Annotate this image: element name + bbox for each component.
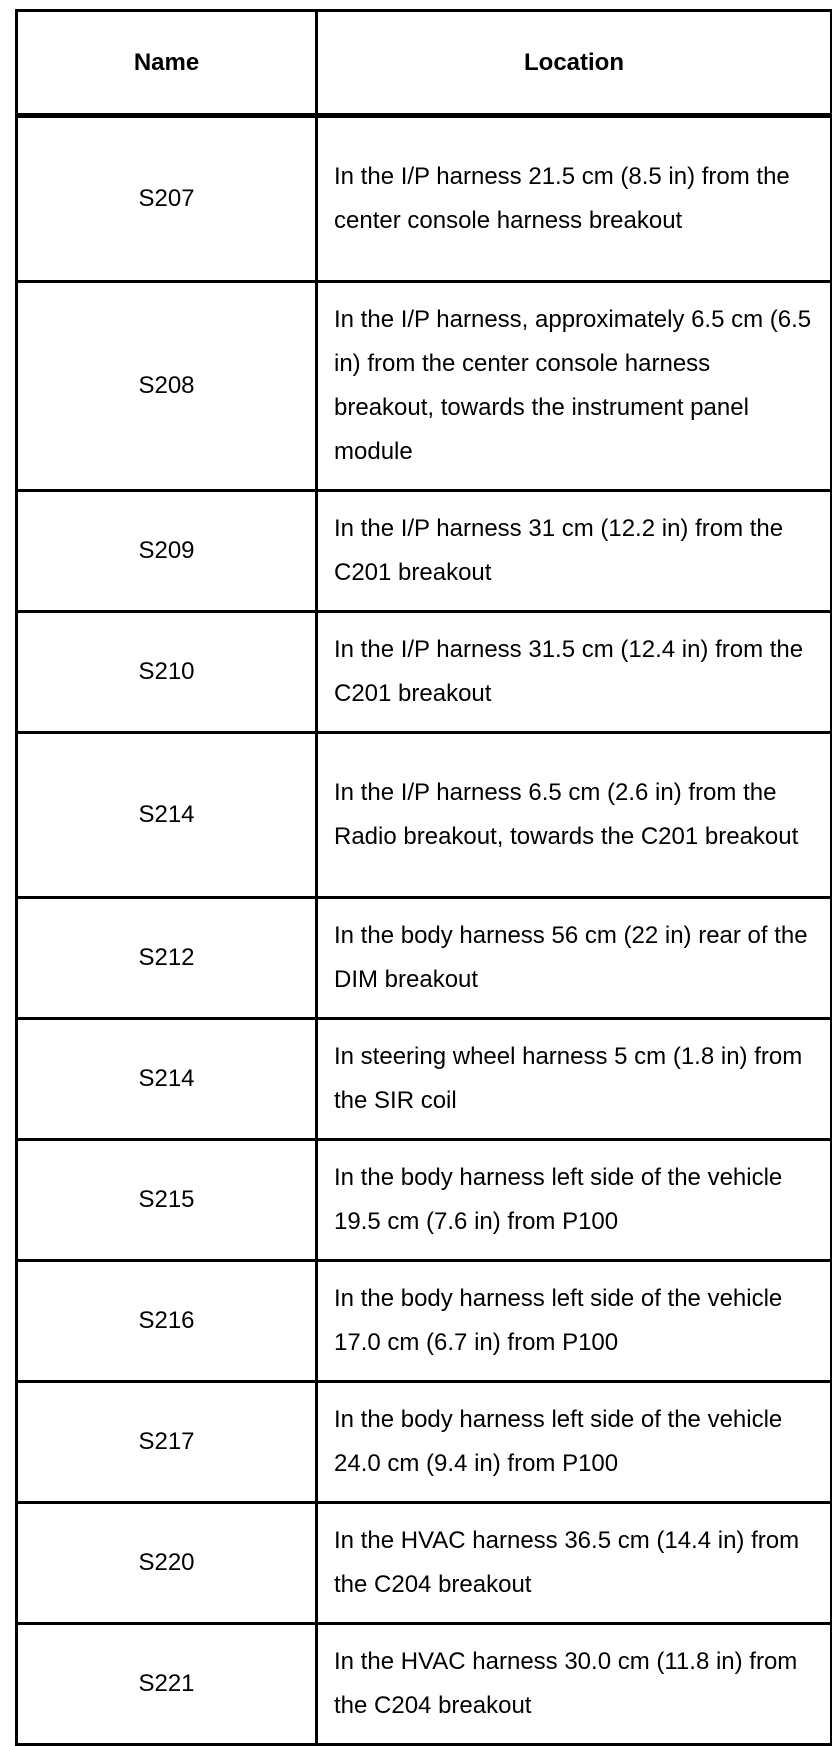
splice-name-cell: S207 — [17, 116, 317, 282]
table-row — [17, 1140, 832, 1261]
table-row — [17, 1019, 832, 1140]
splice-name-cell: S215 — [17, 1140, 317, 1261]
table-header-row — [17, 11, 832, 116]
splice-name-cell: S214 — [17, 733, 317, 898]
table-row — [17, 1624, 832, 1745]
splice-location-cell: In the body harness 56 cm (22 in) rear of the DIM breakout — [317, 898, 832, 1019]
table-row — [17, 491, 832, 612]
splice-location-cell: In steering wheel harness 5 cm (1.8 in) from the SIR coil — [317, 1019, 832, 1140]
splice-location-cell: In the body harness left side of the vehicle 24.0 cm (9.4 in) from P100 — [317, 1382, 832, 1503]
splice-location-cell: In the I/P harness 6.5 cm (2.6 in) from the Radio breakout, towards the C201 breakout — [317, 733, 832, 898]
name-column-header: Name — [17, 11, 317, 116]
splice-name-cell: S214 — [17, 1019, 317, 1140]
splice-location-cell: In the I/P harness 31 cm (12.2 in) from the C201 breakout — [317, 491, 832, 612]
location-column-header: Location — [317, 11, 832, 116]
table-row — [17, 898, 832, 1019]
splice-name-cell: S208 — [17, 282, 317, 491]
table-row — [17, 1261, 832, 1382]
splice-location-cell: In the HVAC harness 30.0 cm (11.8 in) from the C204 breakout — [317, 1624, 832, 1745]
splice-location-table — [15, 9, 832, 1746]
splice-location-cell: In the I/P harness 31.5 cm (12.4 in) from the C201 breakout — [317, 612, 832, 733]
splice-name-cell: S220 — [17, 1503, 317, 1624]
splice-name-cell: S212 — [17, 898, 317, 1019]
table-row — [17, 1503, 832, 1624]
splice-name-cell: S210 — [17, 612, 317, 733]
table-row — [17, 733, 832, 898]
splice-location-cell: In the body harness left side of the vehicle 17.0 cm (6.7 in) from P100 — [317, 1261, 832, 1382]
splice-location-cell: In the I/P harness, approximately 6.5 cm (6.5 in) from the center console harness breakout, towards the instrument panel module — [317, 282, 832, 491]
table-row — [17, 116, 832, 282]
splice-name-cell: S216 — [17, 1261, 317, 1382]
table-row — [17, 612, 832, 733]
table-row — [17, 282, 832, 491]
splice-name-cell: S221 — [17, 1624, 317, 1745]
splice-location-cell: In the I/P harness 21.5 cm (8.5 in) from the center console harness breakout — [317, 116, 832, 282]
splice-location-cell: In the body harness left side of the vehicle 19.5 cm (7.6 in) from P100 — [317, 1140, 832, 1261]
splice-name-cell: S217 — [17, 1382, 317, 1503]
table-row — [17, 1382, 832, 1503]
splice-name-cell: S209 — [17, 491, 317, 612]
splice-location-cell: In the HVAC harness 36.5 cm (14.4 in) from the C204 breakout — [317, 1503, 832, 1624]
